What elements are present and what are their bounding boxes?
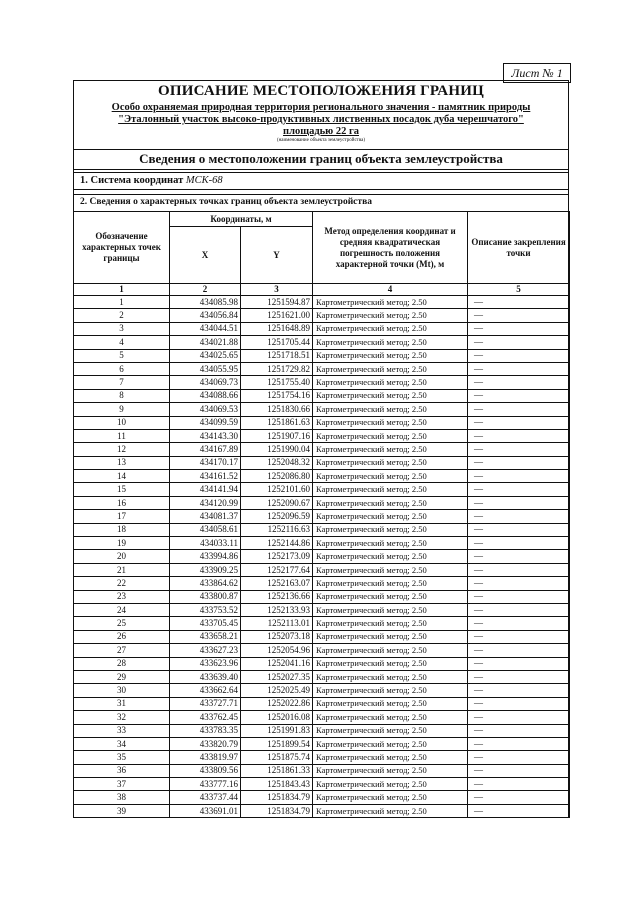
table-row — [74, 496, 570, 509]
coord-y: 1252101.60 — [241, 483, 313, 496]
description-cell: — — [468, 711, 570, 724]
coord-x: 433623.96 — [170, 657, 241, 670]
col-number: 1 — [74, 284, 170, 296]
description-cell: — — [468, 336, 570, 349]
point-number: 26 — [74, 630, 170, 643]
method-cell: Картометрический метод; 2.50 — [313, 456, 468, 469]
table-row — [74, 711, 570, 724]
coord-x: 433777.16 — [170, 778, 241, 791]
table-row — [74, 563, 570, 576]
point-number: 19 — [74, 537, 170, 550]
method-cell: Картометрический метод; 2.50 — [313, 630, 468, 643]
coord-y: 1251705.44 — [241, 336, 313, 349]
table-row — [74, 309, 570, 322]
method-cell: Картометрический метод; 2.50 — [313, 684, 468, 697]
point-number: 17 — [74, 510, 170, 523]
coord-x: 434161.52 — [170, 470, 241, 483]
coord-y: 1251843.43 — [241, 778, 313, 791]
coord-x: 433809.56 — [170, 764, 241, 777]
coord-x: 433783.35 — [170, 724, 241, 737]
coord-x: 433627.23 — [170, 644, 241, 657]
coord-y: 1252022.86 — [241, 697, 313, 710]
point-number: 15 — [74, 483, 170, 496]
coord-y: 1252048.32 — [241, 456, 313, 469]
method-cell: Картометрический метод; 2.50 — [313, 336, 468, 349]
table-row — [74, 456, 570, 469]
method-cell: Картометрический метод; 2.50 — [313, 617, 468, 630]
method-cell: Картометрический метод; 2.50 — [313, 791, 468, 804]
point-number: 38 — [74, 791, 170, 804]
method-cell: Картометрический метод; 2.50 — [313, 804, 468, 817]
method-cell: Картометрический метод; 2.50 — [313, 590, 468, 603]
description-cell: — — [468, 737, 570, 750]
point-number: 30 — [74, 684, 170, 697]
section-title: Сведения о местоположении границ объекта землеустройства — [74, 149, 568, 170]
coord-x: 434099.59 — [170, 416, 241, 429]
coord-y: 1251899.54 — [241, 737, 313, 750]
coord-x: 434056.84 — [170, 309, 241, 322]
description-cell: — — [468, 362, 570, 375]
method-cell: Картометрический метод; 2.50 — [313, 778, 468, 791]
description-cell: — — [468, 684, 570, 697]
table-row — [74, 510, 570, 523]
description-cell: — — [468, 804, 570, 817]
header-coords: Координаты, м — [170, 212, 313, 227]
point-number: 5 — [74, 349, 170, 362]
point-number: 33 — [74, 724, 170, 737]
points-section-title: 2. Сведения о характерных точках границ объекта землеустройства — [80, 197, 372, 207]
method-cell: Картометрический метод; 2.50 — [313, 510, 468, 523]
coord-x: 433639.40 — [170, 670, 241, 683]
point-number: 14 — [74, 470, 170, 483]
point-number: 21 — [74, 563, 170, 576]
coord-y: 1252027.35 — [241, 670, 313, 683]
point-number: 2 — [74, 309, 170, 322]
header-point: Обозначение характерных точек границы — [74, 212, 170, 284]
coord-x: 434025.65 — [170, 349, 241, 362]
table-row — [74, 630, 570, 643]
coord-y: 1252163.07 — [241, 577, 313, 590]
method-cell: Картометрический метод; 2.50 — [313, 296, 468, 309]
col-number: 2 — [170, 284, 241, 296]
description-cell: — — [468, 429, 570, 442]
description-cell: — — [468, 791, 570, 804]
coord-y: 1251621.00 — [241, 309, 313, 322]
description-cell: — — [468, 657, 570, 670]
point-number: 23 — [74, 590, 170, 603]
point-number: 24 — [74, 603, 170, 616]
point-number: 13 — [74, 456, 170, 469]
object-line-2: "Эталонный участок высоко-продуктивных лиственных посадок дуба черешчатого" — [118, 114, 524, 125]
description-cell: — — [468, 563, 570, 576]
coord-x: 433727.71 — [170, 697, 241, 710]
method-cell: Картометрический метод; 2.50 — [313, 537, 468, 550]
method-cell: Картометрический метод; 2.50 — [313, 577, 468, 590]
description-cell: — — [468, 376, 570, 389]
method-cell: Картометрический метод; 2.50 — [313, 389, 468, 402]
description-cell: — — [468, 349, 570, 362]
coordinate-system-label: 1. Система координат — [80, 175, 184, 186]
description-cell: — — [468, 603, 570, 616]
coord-y: 1251830.66 — [241, 403, 313, 416]
coord-y: 1251990.04 — [241, 443, 313, 456]
coord-y: 1252173.09 — [241, 550, 313, 563]
document-header — [74, 81, 568, 150]
description-cell: — — [468, 523, 570, 536]
coord-x: 433691.01 — [170, 804, 241, 817]
table-row — [74, 443, 570, 456]
description-cell: — — [468, 470, 570, 483]
coord-x: 433994.86 — [170, 550, 241, 563]
col-number: 4 — [313, 284, 468, 296]
description-cell: — — [468, 322, 570, 335]
point-number: 34 — [74, 737, 170, 750]
table-row — [74, 804, 570, 817]
coord-x: 434033.11 — [170, 537, 241, 550]
point-number: 4 — [74, 336, 170, 349]
object-caption: (наименование объекта землеустройства) — [276, 138, 366, 143]
description-cell: — — [468, 403, 570, 416]
table-row — [74, 724, 570, 737]
method-cell: Картометрический метод; 2.50 — [313, 724, 468, 737]
coord-x: 434069.53 — [170, 403, 241, 416]
coord-y: 1252133.93 — [241, 603, 313, 616]
method-cell: Картометрический метод; 2.50 — [313, 737, 468, 750]
method-cell: Картометрический метод; 2.50 — [313, 670, 468, 683]
table-row — [74, 670, 570, 683]
table-row — [74, 537, 570, 550]
description-cell: — — [468, 644, 570, 657]
points-table-body — [74, 296, 570, 818]
description-cell: — — [468, 309, 570, 322]
coord-y: 1252144.86 — [241, 537, 313, 550]
method-cell: Картометрический метод; 2.50 — [313, 603, 468, 616]
coord-x: 434120.99 — [170, 496, 241, 509]
method-cell: Картометрический метод; 2.50 — [313, 443, 468, 456]
table-row — [74, 590, 570, 603]
description-cell: — — [468, 296, 570, 309]
table-row — [74, 389, 570, 402]
document-frame — [73, 80, 569, 818]
coord-x: 434085.98 — [170, 296, 241, 309]
coord-x: 433662.64 — [170, 684, 241, 697]
method-cell: Картометрический метод; 2.50 — [313, 523, 468, 536]
coord-y: 1251834.79 — [241, 804, 313, 817]
coord-x: 434081.37 — [170, 510, 241, 523]
coord-y: 1251754.16 — [241, 389, 313, 402]
coord-y: 1252177.64 — [241, 563, 313, 576]
table-row — [74, 644, 570, 657]
table-row — [74, 336, 570, 349]
coord-y: 1252054.96 — [241, 644, 313, 657]
method-cell: Картометрический метод; 2.50 — [313, 644, 468, 657]
table-row — [74, 778, 570, 791]
method-cell: Картометрический метод; 2.50 — [313, 697, 468, 710]
coord-y: 1252025.49 — [241, 684, 313, 697]
coord-x: 434044.51 — [170, 322, 241, 335]
description-cell: — — [468, 724, 570, 737]
coord-x: 434143.30 — [170, 429, 241, 442]
coord-y: 1252096.59 — [241, 510, 313, 523]
method-cell: Картометрический метод; 2.50 — [313, 563, 468, 576]
coord-x: 433820.79 — [170, 737, 241, 750]
description-cell: — — [468, 550, 570, 563]
coord-y: 1251594.87 — [241, 296, 313, 309]
method-cell: Картометрический метод; 2.50 — [313, 550, 468, 563]
coord-y: 1251729.82 — [241, 362, 313, 375]
coord-x: 434058.61 — [170, 523, 241, 536]
table-row — [74, 617, 570, 630]
coord-y: 1251907.16 — [241, 429, 313, 442]
table-row — [74, 403, 570, 416]
point-number: 3 — [74, 322, 170, 335]
description-cell: — — [468, 751, 570, 764]
description-cell: — — [468, 496, 570, 509]
coord-x: 434021.88 — [170, 336, 241, 349]
point-number: 18 — [74, 523, 170, 536]
point-number: 31 — [74, 697, 170, 710]
coord-y: 1251861.63 — [241, 416, 313, 429]
table-row — [74, 737, 570, 750]
method-cell: Картометрический метод; 2.50 — [313, 711, 468, 724]
method-cell: Картометрический метод; 2.50 — [313, 764, 468, 777]
point-number: 16 — [74, 496, 170, 509]
coordinate-system — [74, 172, 568, 190]
coordinate-system-value: МСК-68 — [185, 175, 223, 186]
coord-y: 1252041.16 — [241, 657, 313, 670]
point-number: 7 — [74, 376, 170, 389]
table-row — [74, 416, 570, 429]
coord-x: 433658.21 — [170, 630, 241, 643]
coord-x: 433737.44 — [170, 791, 241, 804]
point-number: 6 — [74, 362, 170, 375]
table-row — [74, 362, 570, 375]
table-row — [74, 697, 570, 710]
description-cell: — — [468, 617, 570, 630]
method-cell: Картометрический метод; 2.50 — [313, 751, 468, 764]
coord-y: 1251648.89 — [241, 322, 313, 335]
object-area: площадью 22 га — [283, 126, 359, 137]
coord-x: 434069.73 — [170, 376, 241, 389]
description-cell: — — [468, 697, 570, 710]
coord-y: 1252073.18 — [241, 630, 313, 643]
coord-y: 1252113.01 — [241, 617, 313, 630]
header-x: X — [170, 227, 241, 284]
point-number: 22 — [74, 577, 170, 590]
sheet-number: Лист № 1 — [503, 63, 571, 83]
point-number: 35 — [74, 751, 170, 764]
coord-y: 1251718.51 — [241, 349, 313, 362]
point-number: 27 — [74, 644, 170, 657]
description-cell: — — [468, 778, 570, 791]
coord-y: 1251875.74 — [241, 751, 313, 764]
table-row — [74, 296, 570, 309]
method-cell: Картометрический метод; 2.50 — [313, 496, 468, 509]
coord-x: 433819.97 — [170, 751, 241, 764]
description-cell: — — [468, 443, 570, 456]
table-row — [74, 429, 570, 442]
table-row — [74, 603, 570, 616]
document-title: ОПИСАНИЕ МЕСТОПОЛОЖЕНИЯ ГРАНИЦ — [158, 83, 484, 99]
coord-x: 434170.17 — [170, 456, 241, 469]
point-number: 8 — [74, 389, 170, 402]
description-cell: — — [468, 389, 570, 402]
method-cell: Картометрический метод; 2.50 — [313, 470, 468, 483]
table-row — [74, 657, 570, 670]
table-row — [74, 470, 570, 483]
table-row — [74, 764, 570, 777]
description-cell: — — [468, 456, 570, 469]
table-row — [74, 376, 570, 389]
point-number: 1 — [74, 296, 170, 309]
col-number: 5 — [468, 284, 570, 296]
coord-y: 1252116.63 — [241, 523, 313, 536]
point-number: 37 — [74, 778, 170, 791]
coord-x: 434055.95 — [170, 362, 241, 375]
coord-x: 433800.87 — [170, 590, 241, 603]
coord-x: 434167.89 — [170, 443, 241, 456]
table-row — [74, 523, 570, 536]
point-number: 36 — [74, 764, 170, 777]
point-number: 12 — [74, 443, 170, 456]
description-cell: — — [468, 670, 570, 683]
description-cell: — — [468, 590, 570, 603]
description-cell: — — [468, 510, 570, 523]
coord-y: 1251755.40 — [241, 376, 313, 389]
coord-y: 1252090.67 — [241, 496, 313, 509]
coord-x: 433753.52 — [170, 603, 241, 616]
description-cell: — — [468, 630, 570, 643]
coord-x: 433909.25 — [170, 563, 241, 576]
table-row — [74, 577, 570, 590]
point-number: 32 — [74, 711, 170, 724]
description-cell: — — [468, 577, 570, 590]
point-number: 25 — [74, 617, 170, 630]
table-row — [74, 349, 570, 362]
coord-y: 1251991.83 — [241, 724, 313, 737]
method-cell: Картометрический метод; 2.50 — [313, 429, 468, 442]
point-number: 10 — [74, 416, 170, 429]
header-description: Описание закрепления точки — [468, 212, 570, 284]
method-cell: Картометрический метод; 2.50 — [313, 416, 468, 429]
coord-y: 1251861.33 — [241, 764, 313, 777]
points-table — [73, 211, 570, 818]
coord-x: 433705.45 — [170, 617, 241, 630]
description-cell: — — [468, 764, 570, 777]
table-row — [74, 322, 570, 335]
point-number: 20 — [74, 550, 170, 563]
method-cell: Картометрический метод; 2.50 — [313, 483, 468, 496]
table-row — [74, 550, 570, 563]
method-cell: Картометрический метод; 2.50 — [313, 657, 468, 670]
header-y: Y — [241, 227, 313, 284]
method-cell: Картометрический метод; 2.50 — [313, 362, 468, 375]
point-number: 9 — [74, 403, 170, 416]
point-number: 39 — [74, 804, 170, 817]
method-cell: Картометрический метод; 2.50 — [313, 309, 468, 322]
header-method: Метод определения координат и средняя квадратическая погрешность положения характерной точки (Mt), м — [313, 212, 468, 284]
coord-x: 433762.45 — [170, 711, 241, 724]
point-number: 28 — [74, 657, 170, 670]
method-cell: Картометрический метод; 2.50 — [313, 376, 468, 389]
coord-y: 1252016.08 — [241, 711, 313, 724]
method-cell: Картометрический метод; 2.50 — [313, 322, 468, 335]
table-row — [74, 684, 570, 697]
description-cell: — — [468, 483, 570, 496]
point-number: 11 — [74, 429, 170, 442]
col-number: 3 — [241, 284, 313, 296]
coord-x: 433864.62 — [170, 577, 241, 590]
coord-y: 1252136.66 — [241, 590, 313, 603]
point-number: 29 — [74, 670, 170, 683]
table-row — [74, 751, 570, 764]
coord-y: 1252086.80 — [241, 470, 313, 483]
table-row — [74, 483, 570, 496]
description-cell: — — [468, 416, 570, 429]
method-cell: Картометрический метод; 2.50 — [313, 403, 468, 416]
method-cell: Картометрический метод; 2.50 — [313, 349, 468, 362]
object-line-1: Особо охраняемая природная территория регионального значения - памятник природы — [111, 102, 531, 113]
coord-x: 434088.66 — [170, 389, 241, 402]
description-cell: — — [468, 537, 570, 550]
coord-y: 1251834.79 — [241, 791, 313, 804]
table-row — [74, 791, 570, 804]
coord-x: 434141.94 — [170, 483, 241, 496]
